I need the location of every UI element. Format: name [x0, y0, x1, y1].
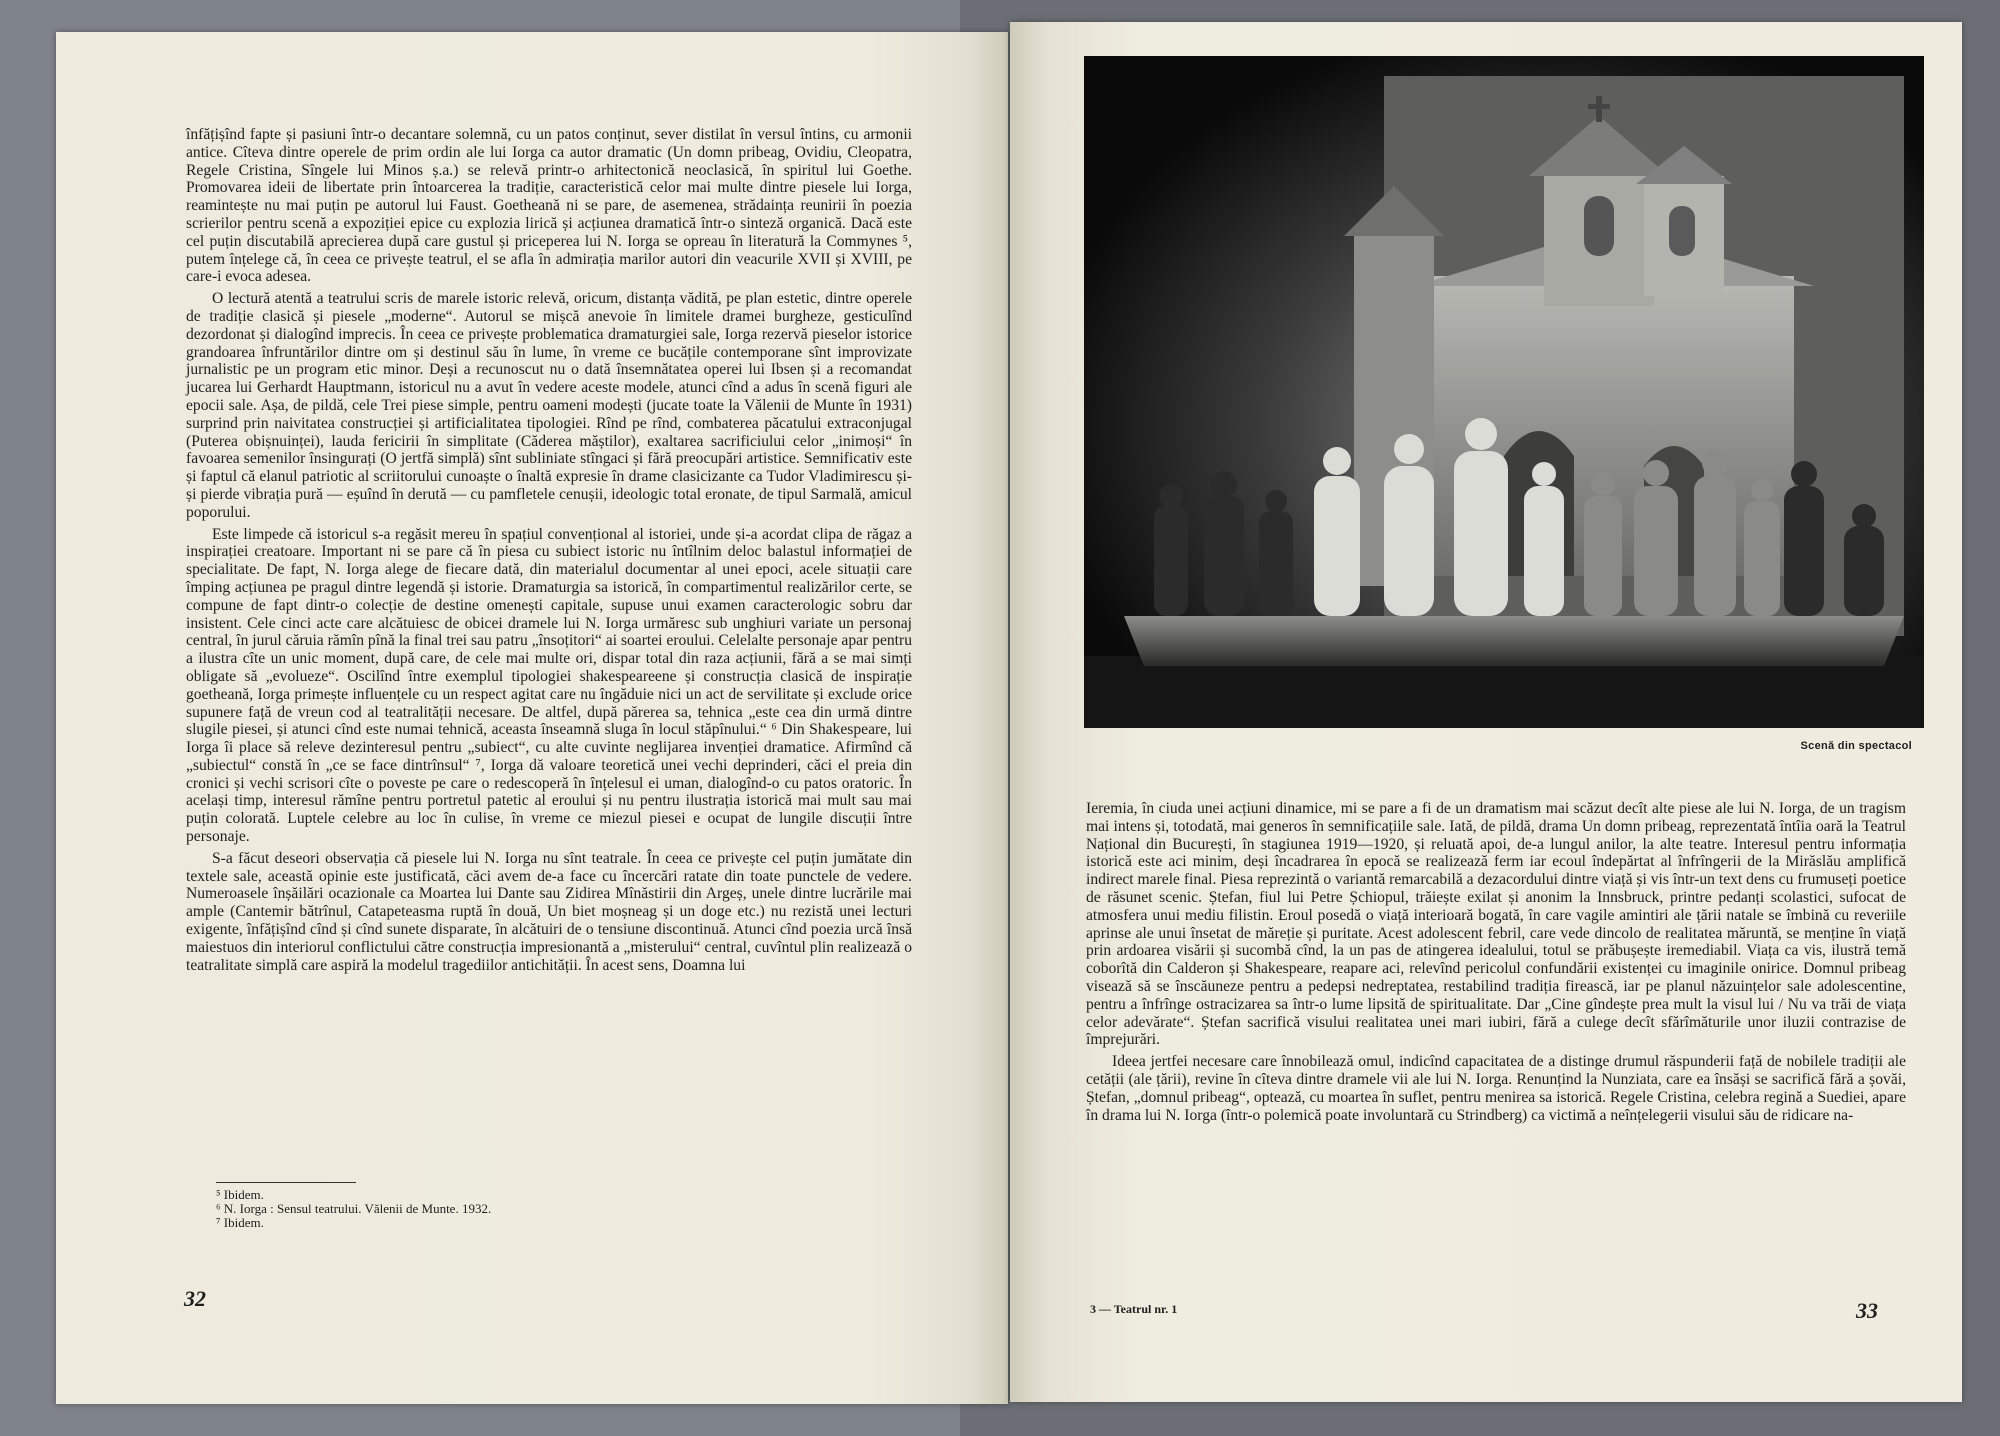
paragraph: Ieremia, în ciuda unei acțiuni dinamice, mi se pare a fi de un dramatism mai scăzut decît alte piese ale lui N. Iorga, de un tragism mai intens și, totodată, mai generos în semnificațiile sale. Iată, de pildă, drama Un domn pribeag, reprezentată întîia oară la Teatrul Național din București, în stagiunea 1919—1920, și reluată apoi, de-a lungul anilor, la alte teatre. Interesul pentru informația istorică este aci minim, deși încadrarea în epocă se realizează ferm iar ecoul îndepărtat al înfrîngerii de la Mirăslău amplifică indirect marele final. Piesa reprezintă o variantă remarcabilă a dezacordului dintre viață și vis într-un text dens cu frumuseți poetice de răsunet scenic. Ștefan, fiul lui Petre Șchiopul, trăiește exilat și anonim la Innsbruck, printre pedanți scolastici, sufocat de atmosfera unui mediu filistin. Eroul posedă o viață interioară bogată, în care vagile amintiri ale țării natale se îmbină cu reveriile aprinse ale unui însetat de măreție și puritate. Acest adolescent febril, care vede dincolo de realitatea măruntă, se menține în viață prin ardoarea visării și sucombă cînd, la un pas de atingerea idealului, totul se prăbușește iremediabil. Viața ca vis, ilustră temă coborîtă din Calderon și Shakespeare, reapare aci, relevînd pericolul confundării existenței cu imaginile onirice. Domnul pribeag visează să se înscăuneze pentru a pedepsi nedreptatea, restabilind tradiția firească, iar pe planul năzuințelor sale adolescentine, pentru a înfrînge ostracizarea sa într-o lume lipsită de spiritualitate. Dar „Cine gîndește prea mult la visul lui / Nu va trăi de viața celor adevărate“. Ștefan sacrifică visului realitatea unei mari iubiri, fără a culege decît sfărîmăturile unor iluzii contrazise de împrejurări.: [1086, 800, 1906, 1049]
paragraph: O lectură atentă a teatrului scris de marele istoric relevă, oricum, distanța vădită, pe plan estetic, dintre operele de tradiție clasică și piesele „moderne“. Autorul se mișcă anevoie în limitele dramei burgheze, gesticulînd dezordonat și dialogînd imprecis. În ceea ce privește problematica dramaturgiei sale, Iorga rezervă pieselor istorice grandoarea înfruntărilor dintre om și destinul său în lume, în vreme ce bucățile contemporane sînt improvizate jurnalistic pe un program etic minor. Deși a recunoscut nu o dată însemnătatea operei lui Ibsen și a recomandat jucarea lui Gerhardt Hauptmann, istoricul nu a avut în vedere aceste modele, atunci cînd a adus în scenă figuri ale epocii sale. Așa, de pildă, cele Trei piese simple, pentru oameni modești (jucate toate la Vălenii de Munte în 1931) surprind prin naivitatea construcției și artificialitatea tipologiei. Rînd pe rînd, combaterea păcatului extraconjugal (Puterea obișnuinței), lauda fericirii în simplitate (Căderea măștilor), exaltarea sacrificiului celor „inimoși“ în favoarea semenilor însingurați (O jertfă simplă) sînt subliniate stîngaci și fără preocupări artistice. Semnificativ este și faptul că elanul patriotic al scriitorului cunoaște o înaltă expresie în drame clasicizante ca Tudor Vladimirescu și-și pierde vibrația pură — eșuînd în derută — cu pamfletele cenușii, ideologic total eronate, de tipul Sarmală, amicul poporului.: [186, 290, 912, 521]
footnote: ⁷ Ibidem.: [216, 1215, 264, 1230]
footnote: ⁵ Ibidem.: [216, 1187, 264, 1202]
page-number: 32: [184, 1286, 206, 1311]
left-text-column: [186, 126, 912, 978]
right-text-column: [1086, 800, 1906, 1128]
right-page: [1010, 22, 1962, 1402]
paragraph: Este limpede că istoricul s-a regăsit mereu în spațiul convențional al istoriei, unde și-a acordat clipa de răgaz a inspirației creatoare. Important ni se pare că în piesa cu subiect istoric nu întîlnim deloc balastul informației de specialitate. De fapt, N. Iorga alege de fiecare dată, din materialul documentar al unei epoci, acele situații care împing acțiunea pe pragul dintre legendă și istorie. Dramaturgia sa istorică, în compartimentul realizărilor certe, se compune de fapt dintr-o colecție de destine omenești capitale, supuse unui examen caracterologic sobru dar insistent. Cele cinci acte care alcătuiesc de obicei dramele lui N. Iorga urmăresc sub unghiuri variate un personaj central, în jurul căruia rămîn pînă la final trei sau patru „însoțitori“ ai soartei eroului. Celelalte personaje apar pentru a ilustra cîte un unic moment, după care, de cele mai multe ori, dispar total din raza acțiunii, fără a se mai simți obligate să „evolueze“. Oscilînd între exemplul tipologiei shakespeareene și construcția clasică de inspirație goetheană, Iorga primește influențele cu un respect agitat care nu îngăduie nici un act de servilitate și exclude orice supunere față de vreun cod al teatralității necesare. De altfel, după părerea sa, tehnica „este cea din urmă dintre slugile piesei, și atunci cînd este numai tehnică, aceasta înseamnă sluga în locul stăpînului.“ ⁶ Din Shakespeare, lui Iorga îi place să releve dezinteresul pentru „subiect“, cu alte cuvinte neglijarea invenției dramatice. Afirmînd că „subiectul“ constă în „ce se face dintrînsul“ ⁷, Iorga dă valoare teoretică unei vechi deprinderi, căci el preia din cronici și vechi scrisori cîte o poveste pe care o redescoperă în înțelesul ei uman, dialogînd-o cu patos oratoric. În același timp, interesul rămîne pentru portretul patetic al eroului și nu pentru ilustrația istorică mai mult sau mai puțin colorată. Luptele celebre au loc în culise, în vreme ce miezul piesei e ocupat de lungile discuții între personaje.: [186, 525, 912, 846]
running-footer: 3 — Teatrul nr. 1: [1090, 1302, 1178, 1316]
page-number: 33: [1856, 1298, 1878, 1323]
footnote: ⁶ N. Iorga : Sensul teatrului. Vălenii de Munte. 1932.: [216, 1201, 492, 1216]
stage-photo: [1084, 56, 1924, 728]
footnotes: [216, 1188, 916, 1230]
paragraph: S-a făcut deseori observația că piesele lui N. Iorga nu sînt teatrale. În ceea ce privește cel puțin jumătate din textele sale, această opinie este justificată, căci avem de-a face cu încercări ratate din toate punctele de vedere. Numeroasele înșăilări ocazionale ca Moartea lui Dante sau Zidirea Mînăstirii din Argeș, unele dintre lucrările mai ample (Cantemir bătrînul, Catapeteasma ruptă în două, Un biet moșneag și un doge etc.) nu rezistă unei lecturi exigente, înfățișînd cînd și cînd sunete disparate, în alcătuiri de o tensiune discontinuă. Atunci cînd poezia urcă însă maiestuos din interiorul conflictului către construcția impresionantă a „misterului“ central, cuvîntul plin realizează o teatralitate simplă care aspiră la modelul tragediilor antichității. În acest sens, Doamna lui: [186, 849, 912, 974]
paragraph: Ideea jertfei necesare care înnobilează omul, indicînd capacitatea de a distinge drumul răspunderii față de nobilele tradiții ale cetății (ale țării), revine în cîteva dintre dramele vii ale lui N. Iorga. Renunțind la Nunziata, care ea însăși se sacrifică fără a șovăi, Ștefan, „domnul pribeag“, optează, cu moartea în suflet, pentru menirea sa istorică. Regele Cristina, celebra regină a Suediei, apare în drama lui N. Iorga (într-o polemică poate involuntară cu Strindberg) ca victimă a neînțelegerii visului său de ridicare na-: [1086, 1053, 1906, 1124]
left-page: [56, 32, 1008, 1404]
paragraph: înfățișînd fapte și pasiuni într-o decantare solemnă, cu un patos conținut, sever distilat în versul întins, cu armonii antice. Cîteva dintre operele de prim ordin ale lui Iorga ca autor dramatic (Un domn pribeag, Ovidiu, Cleopatra, Regele Cristina, Sîngele lui Minos ș.a.) se relevă printr-o arhitectonică neoclasică, în spiritul lui Goethe. Promovarea ideii de libertate prin întoarcerea la tradiție, caracteristică celor mai multe dintre piesele lui Iorga, reamintește nu mai puțin pe autorul lui Faust. Goetheană ni se pare, de asemenea, strădaința reunirii în poezia scrierilor pentru scenă a expoziției epice cu explozia lirică și acțiunea dramatică într-o sinteză organică. Dacă este cel puțin discutabilă aprecierea după care gustul și priceperea lui N. Iorga se opreau în literatură la Commynes ⁵, putem înțelege că, în ceea ce privește teatrul, el se afla în admirația marilor autori din veacurile XVII și XVIII, pe care-i evoca adesea.: [186, 126, 912, 286]
photo-caption: Scenă din spectacol: [1800, 740, 1912, 752]
footnote-divider: [216, 1182, 356, 1183]
stage-scene-image: [1084, 56, 1924, 728]
